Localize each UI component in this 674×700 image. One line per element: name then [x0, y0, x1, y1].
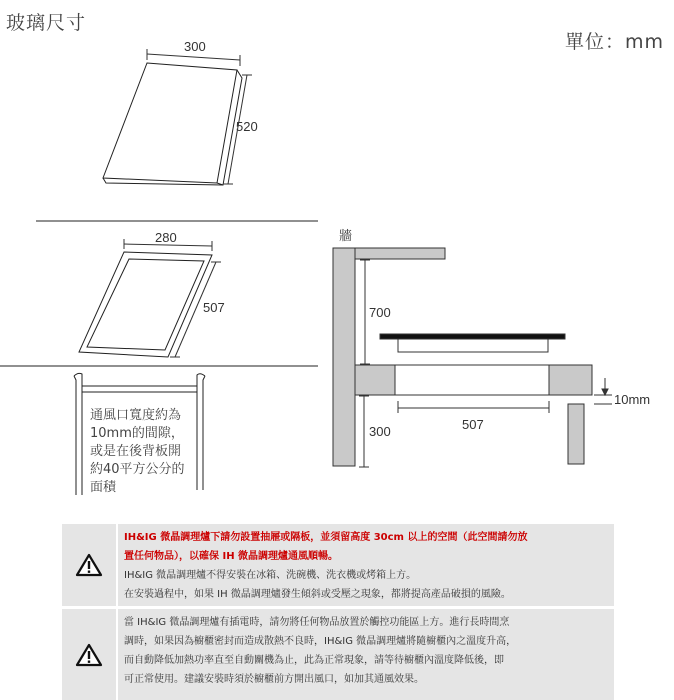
vent-note-line-3: 或是在後背板開	[90, 444, 182, 459]
vent-note-line-1: 通風口寬度約為	[90, 408, 182, 423]
warning-box-2	[62, 609, 614, 700]
warning-icon	[75, 553, 103, 577]
warning-1-line-3: IH&IG 微晶調理爐不得安裝在冰箱、洗碗機、洗衣機或烤箱上方。	[124, 570, 417, 581]
side-width-label: 507	[462, 417, 484, 432]
height-above-label: 700	[369, 305, 391, 320]
height-below-dimension	[359, 396, 369, 467]
vent-note-line-2: 10mm的間隙，	[90, 426, 184, 441]
warning-2-line-4: 可正常使用。建議安裝時須於櫥櫃前方開出風口，如加其通風效果。	[124, 674, 424, 685]
warning-2-line-2: 調時，如果因為櫥櫃密封而造成散熱不良時，IH&IG 微晶調理爐將隨櫥櫃內之溫度升高，	[124, 636, 517, 647]
warning-2-line-3: 而自動降低加熱功率直至自動關機為止，此為正常現象，請等待櫥櫃內溫度降低後，即	[124, 655, 504, 666]
vent-note-line-5: 面積	[90, 480, 117, 495]
glass-depth-label: 520	[236, 119, 258, 134]
warning-text-1	[124, 528, 606, 604]
unit-label: 單位：mm	[564, 31, 664, 53]
glass-panel-drawing	[103, 63, 242, 185]
cutout-depth-label: 507	[203, 300, 225, 315]
warning-icon-cell	[62, 524, 118, 606]
gap-dimension	[594, 378, 612, 404]
vent-note-line-4: 約40平方公分的	[90, 462, 185, 477]
gap-label: 10mm	[614, 392, 651, 407]
warning-text-2	[124, 613, 606, 689]
side-width-dimension	[398, 401, 549, 413]
cutout-width-label: 280	[155, 230, 177, 245]
warning-icon	[75, 643, 103, 667]
page-title: 玻璃尺寸	[6, 12, 87, 34]
warning-icon-cell	[62, 609, 118, 700]
warning-box-1	[62, 524, 614, 606]
glass-width-label: 300	[184, 39, 206, 54]
warning-1-line-1: IH&IG 微晶調理爐下請勿設置抽屜或隔板，並須留高度 30cm 以上的空間（此空間請勿放	[124, 532, 528, 543]
wall-label: 牆	[339, 229, 353, 244]
warning-2-line-1: 當 IH&IG 微晶調理爐有插電時，請勿將任何物品放置於觸控功能區上方。進行長時間烹	[124, 617, 510, 628]
vent-note	[90, 407, 185, 495]
warning-1-line-4: 在安裝過程中，如果 IH 微晶調理爐發生傾斜或受壓之現象，都將提高產品破損的風險。	[124, 589, 511, 600]
height-below-label: 300	[369, 424, 391, 439]
warning-1-line-2: 置任何物品），以確保 IH 微晶調理爐通風順暢。	[124, 551, 339, 562]
